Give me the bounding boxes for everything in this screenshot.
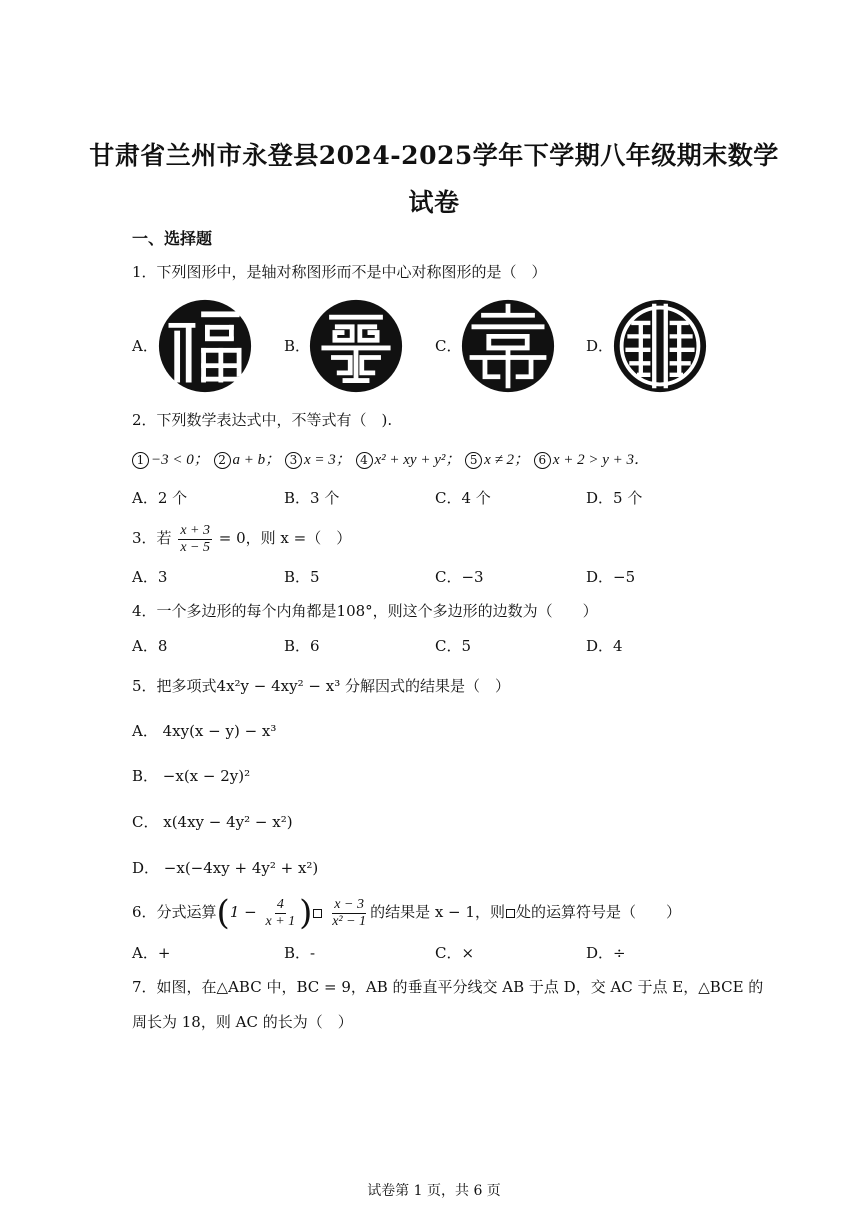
q6-denominator-1: x + 1 (265, 913, 296, 929)
q6-fraction-1 (263, 897, 297, 930)
q4-option-b: B．6 (284, 637, 320, 655)
q6-option-a: A．+ (132, 944, 171, 962)
q6-open-paren: ( (216, 893, 230, 933)
circled-number-4: 4 (356, 452, 373, 469)
circled-number-5: 5 (465, 452, 482, 469)
q6-fraction-2 (330, 897, 368, 930)
q3-fraction (178, 523, 212, 556)
exam-title-line1: 甘肃省兰州市永登县2024-2025学年下学期八年级期末数学 (89, 141, 779, 170)
q1-option-a-label: A． (132, 337, 158, 355)
q2-item-6: x + 2 > y + 3． (552, 452, 650, 468)
q6-suffix-1: 的结果是 x − 1，则 (370, 903, 505, 921)
fu-character-seal-image (157, 298, 253, 394)
q3-denominator: x − 5 (180, 539, 210, 555)
q4-option-c: C．5 (435, 637, 472, 655)
q2-item-3: x = 3； (303, 452, 351, 468)
question-4: 4．一个多边形的每个内角都是108°，则这个多边形的边数为（ ） (132, 602, 598, 620)
q6-option-d: D．÷ (586, 944, 626, 962)
q2-item-5: x ≠ 2； (484, 452, 530, 468)
q2-option-b: B．3 个 (284, 489, 340, 507)
q6-suffix-2: 处的运算符号是（ ） (515, 903, 681, 921)
q2-expression-list (132, 449, 649, 470)
page-footer: 试卷第 1 页，共 6 页 (367, 1183, 501, 1199)
question-6 (132, 892, 681, 932)
q4-option-a: A．8 (132, 637, 168, 655)
q6-numerator-2: x − 3 (334, 896, 364, 912)
exam-title-line2: 试卷 (408, 188, 460, 217)
q3-option-d: D．−5 (586, 568, 636, 586)
q2-option-d: D．5 个 (586, 489, 643, 507)
q6-close-paren: ) (299, 893, 313, 933)
q2-item-4: x² + xy + y²； (374, 452, 461, 468)
section-heading: 一、选择题 (132, 229, 213, 248)
question-5: 5．把多项式4x²y − 4xy² − x³ 分解因式的结果是（ ） (132, 677, 510, 695)
q3-prefix: 3．若 (132, 529, 172, 547)
circled-number-3: 3 (285, 452, 302, 469)
q3-suffix: = 0，则 x =（ ） (218, 529, 352, 547)
circled-number-2: 2 (214, 452, 231, 469)
q6-option-c: C．× (435, 944, 475, 962)
question-2: 2．下列数学表达式中，不等式有（ ). (132, 411, 393, 429)
q2-option-c: C．4 个 (435, 489, 491, 507)
q5-option-b: B． −x(x − 2y)² (132, 767, 251, 785)
question-7-line-2: 周长为 18，则 AC 的长为（ ） (132, 1013, 353, 1031)
geometric-seal-b-image (308, 298, 404, 394)
q3-option-c: C．−3 (435, 568, 484, 586)
circled-number-6: 6 (534, 452, 551, 469)
geometric-seal-c-image (460, 298, 556, 394)
q5-option-d: D． −x(−4xy + 4y² + x²) (132, 859, 319, 877)
q1-option-d-label: D． (586, 337, 614, 355)
question-3 (132, 518, 351, 558)
q6-denominator-2: x² − 1 (332, 913, 367, 929)
q6-option-b: B．- (284, 944, 316, 962)
q3-option-b: B．5 (284, 568, 320, 586)
q1-option-c-label: C． (435, 337, 462, 355)
q4-option-d: D．4 (586, 637, 623, 655)
q3-numerator: x + 3 (180, 522, 210, 538)
operator-box-icon (313, 909, 322, 918)
q5-option-c: C． x(4xy − 4y² − x²) (132, 813, 293, 831)
q3-option-a: A．3 (132, 568, 168, 586)
q2-option-a: A．2 个 (132, 489, 188, 507)
q2-item-2: a + b； (232, 452, 281, 468)
question-1: 1．下列图形中，是轴对称图形而不是中心对称图形的是（ ） (132, 263, 547, 281)
q2-item-1: −3 < 0； (151, 452, 209, 468)
question-7-line-1: 7．如图，在△ABC 中，BC = 9，AB 的垂直平分线交 AB 于点 D，交 AC 于点 E，△BCE 的 (132, 978, 764, 996)
q5-option-a: A． 4xy(x − y) − x³ (132, 722, 277, 740)
q6-numerator-1: 4 (276, 896, 284, 912)
geometric-seal-d-image (612, 298, 708, 394)
operator-box-icon-inline (506, 909, 515, 918)
q1-option-b-label: B． (284, 337, 311, 355)
circled-number-1: 1 (132, 452, 149, 469)
q6-prefix: 6．分式运算 (132, 903, 217, 921)
q6-one-minus: 1 − (229, 903, 257, 921)
